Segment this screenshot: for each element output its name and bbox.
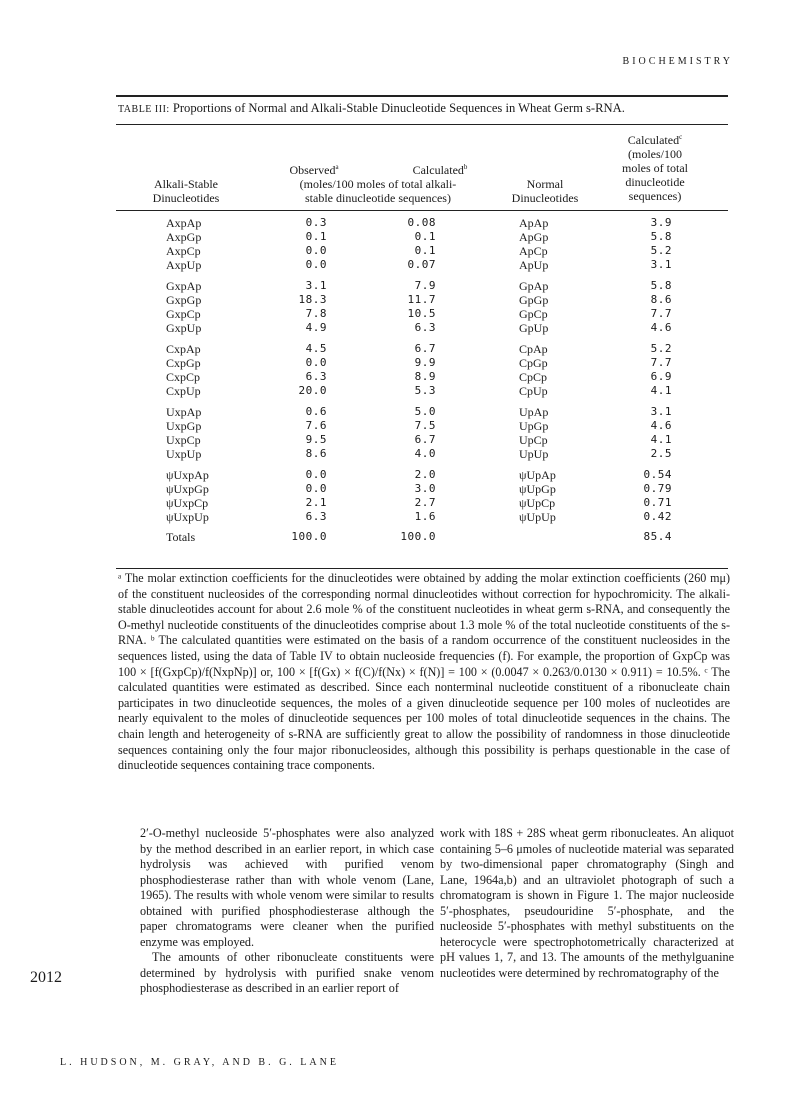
table-cell: 20.0: [298, 384, 327, 397]
footnote-mark-a: a: [335, 163, 339, 171]
table-cell: GpUp: [519, 321, 549, 335]
table-cell: 0.0: [305, 468, 327, 481]
table-cell: 7.7: [650, 307, 672, 320]
table-row: [0, 244, 795, 258]
table-cell: 4.1: [650, 433, 672, 446]
running-head: BIOCHEMISTRY: [622, 56, 733, 67]
table-cell: CpGp: [519, 356, 548, 370]
table-cell: 0.07: [407, 258, 436, 271]
table-cell: 0.42: [643, 510, 672, 523]
table-cell: 0.1: [414, 244, 436, 257]
table-cell: AxpAp: [166, 216, 202, 230]
table-row: [0, 405, 795, 419]
table-cell: 3.1: [305, 279, 327, 292]
table-cell: 0.0: [305, 258, 327, 271]
table-cell: 0.1: [414, 230, 436, 243]
table-cell: 10.5: [407, 307, 436, 320]
table-cell: 5.2: [650, 244, 672, 257]
table-cell: 11.7: [407, 293, 436, 306]
table-cell: 4.6: [650, 321, 672, 334]
table-cell: 0.6: [305, 405, 327, 418]
header-normal-line1: Normal: [526, 177, 564, 191]
table-cell: 8.9: [414, 370, 436, 383]
table-cell: 7.8: [305, 307, 327, 320]
table-cell: GpCp: [519, 307, 548, 321]
table-cell: GxpAp: [166, 279, 202, 293]
header-calc2-line5: sequences): [628, 189, 682, 203]
table-row: [0, 447, 795, 461]
table-cell: CpAp: [519, 342, 548, 356]
table-cell: 2.0: [414, 468, 436, 481]
table-row: [0, 342, 795, 356]
table-cell: ψUpUp: [519, 510, 556, 524]
table-cell: 5.8: [650, 230, 672, 243]
table-cell: 6.9: [650, 370, 672, 383]
running-foot: L. HUDSON, M. GRAY, AND B. G. LANE: [60, 1057, 339, 1068]
table-cell: 7.5: [414, 419, 436, 432]
table-row: [0, 307, 795, 321]
table-cell: 2.7: [414, 496, 436, 509]
header-units-line1: (moles/100 moles of total alkali-: [299, 177, 457, 191]
table-cell: 18.3: [298, 293, 327, 306]
header-alkali-stable: [116, 177, 256, 205]
table-cell: 2.1: [305, 496, 327, 509]
table-cell: GpAp: [519, 279, 549, 293]
page-number: 2012: [30, 969, 62, 986]
table-cell: ψUpGp: [519, 482, 556, 496]
table-row: [0, 293, 795, 307]
table-cell: AxpCp: [166, 244, 201, 258]
footnote-mark-b: b: [463, 163, 468, 171]
table-cell: CxpAp: [166, 342, 201, 356]
table-cell: 0.0: [305, 244, 327, 257]
table-cell: UxpCp: [166, 433, 201, 447]
table-row: [0, 321, 795, 335]
table-cell: 6.7: [414, 433, 436, 446]
table-cell: 4.0: [414, 447, 436, 460]
header-normal-line2: Dinucleotides: [511, 191, 579, 205]
table-cell: 4.1: [650, 384, 672, 397]
table-cell: 6.7: [414, 342, 436, 355]
table-caption-text: Proportions of Normal and Alkali-Stable Dinucleotide Sequences in Wheat Germ s-RNA.: [172, 101, 625, 115]
table-cell: ψUxpUp: [166, 510, 209, 524]
table-row: [0, 216, 795, 230]
table-row: [0, 356, 795, 370]
table-cell: CxpGp: [166, 356, 201, 370]
table-cell: ApUp: [519, 258, 549, 272]
table-cell: GxpUp: [166, 321, 202, 335]
table-row: [0, 468, 795, 482]
table-cell: 0.3: [305, 216, 327, 229]
header-observed: [266, 163, 362, 177]
footnote-mark-c: c: [679, 133, 683, 141]
table-footnote: ᵃ The molar extinction coefficients for the dinucleotides were obtained by adding the molar extinction coefficients (260 mμ) of the constituent nucleosides of the corresponding normal dinucleotides without correction for hypochromicity. The alkali-stable dinucleotides account for about 2.6 mole % of the constituent nucleotides in wheat germ s-RNA, and consequently the O-methyl nucleotide constituents of the dinucleotides comprise about 1.3 mole % of the total nucleotide constituents of the s-RNA. ᵇ The calculated quantities were estimated on the basis of a random occurrence of the constituent nucleosides in the sequences listed, using the data of Table IV to obtain nucleoside frequencies (f). For example, the proportion of GxpCp was 100 × [f(GxpCp)/f(NxpNp)] or, 100 × [f(Gx) × f(C)/f(Nx) × f(N)] = 100 × (0.0047 × 0.263/0.0130 × 0.911) = 10.5%. ᶜ The calculated quantities were estimated as described. Since each nonterminal nucleotide constituent of a ribonucleate chain participates in two dinucleotide sequences, the moles of a given dinucleotide sequence per 100 moles of nucleotides are nearly equivalent to the moles of dinucleotide sequences per 100 moles of total dinucleotide sequences in the chains. The chain length and heterogeneity of s-RNA are sufficiently great to allow the possibility of randomness in those dinucleotide sequences containing only the four major ribonucleosides, although this possibility is perhaps questionable in the case of dinucleotide sequences containing trace components.: [118, 571, 730, 773]
table-row: [0, 384, 795, 398]
table-cell: 0.0: [305, 356, 327, 369]
table-cell: 0.54: [643, 468, 672, 481]
table-row: [0, 370, 795, 384]
table-cell: 0.79: [643, 482, 672, 495]
header-normal: [500, 177, 590, 205]
table-cell: ψUxpAp: [166, 468, 209, 482]
table-cell: 6.3: [305, 370, 327, 383]
table-cell: ApCp: [519, 244, 548, 258]
table-cell: 2.5: [650, 447, 672, 460]
table-cell: 100.0: [291, 530, 327, 543]
body-left-paragraph-1: 2′-O-methyl nucleoside 5′-phosphates were also analyzed by the method described in an earlier report, in which case hydrolysis was achieved with purified venom phosphodiesterase rather than with whole venom (Lane, 1965). The results with whole venom were similar to results obtained with purified phosphodiesterase although the paper chromatograms were cleaner when the purified enzyme was employed.: [140, 826, 434, 949]
table-cell: 4.5: [305, 342, 327, 355]
table-cell: 5.0: [414, 405, 436, 418]
table-cell: ApGp: [519, 230, 549, 244]
header-alkali-line2: Dinucleotides: [152, 191, 220, 205]
table-row: [0, 433, 795, 447]
table-cell: 4.9: [305, 321, 327, 334]
header-observed-calculated-units: [258, 177, 498, 205]
table-header-rule: [116, 210, 728, 211]
header-calculated-total: [600, 133, 710, 203]
table-cell: ψUxpGp: [166, 482, 209, 496]
table-cell: 0.0: [305, 482, 327, 495]
header-observed-text: Observed: [289, 163, 336, 177]
header-alkali-line1: Alkali-Stable: [154, 177, 218, 191]
table-cell: 5.8: [650, 279, 672, 292]
table-cell: 3.1: [650, 405, 672, 418]
header-calc2-line3: moles of total: [622, 161, 688, 175]
table-cell: 6.3: [414, 321, 436, 334]
table-cell: UpGp: [519, 419, 549, 433]
table-cell: UxpUp: [166, 447, 202, 461]
body-right-paragraph-1: work with 18S + 28S wheat germ ribonucleates. An aliquot containing 5–6 μmoles of nucleotide material was separated by two-dimensional paper chromatography (Singh and Lane, 1964a,b) and an ultraviolet photograph of such a chromatogram is shown in Figure 1. The major nucleoside 5′-phosphates, pseudouridine 5′-phosphate, and the nucleoside 5′-phosphates with methyl substituents on the heterocycle were spectrophotometrically characterized at pH values 1, 7, and 13. The amounts of the methylguanine nucleotides were determined by rechromatography of the: [440, 826, 734, 980]
table-cell: 0.1: [305, 230, 327, 243]
table-row: [0, 482, 795, 496]
table-cell: GpGp: [519, 293, 549, 307]
table-cell: 85.4: [643, 530, 672, 543]
table-cell: 5.2: [650, 342, 672, 355]
table-row: [0, 258, 795, 272]
table-row: [0, 496, 795, 510]
table-cell: 0.08: [407, 216, 436, 229]
table-cell: UpCp: [519, 433, 548, 447]
header-calculated-text: Calculated: [412, 163, 464, 177]
table-cell: 9.5: [305, 433, 327, 446]
table-cell: 0.71: [643, 496, 672, 509]
table-row: [0, 279, 795, 293]
table-row: [0, 230, 795, 244]
table-cell: GxpCp: [166, 307, 201, 321]
table-bottom-rule: [116, 568, 728, 569]
table-cell: ψUpAp: [519, 468, 556, 482]
table-cell: 7.6: [305, 419, 327, 432]
table-cell: 1.6: [414, 510, 436, 523]
table-cell: 3.9: [650, 216, 672, 229]
table-cell: UpAp: [519, 405, 549, 419]
table-cell: 5.3: [414, 384, 436, 397]
header-calc2-line2: (moles/100: [628, 147, 682, 161]
table-cell: UxpGp: [166, 419, 202, 433]
table-cell: 8.6: [650, 293, 672, 306]
table-cell: 8.6: [305, 447, 327, 460]
table-cell: ψUpCp: [519, 496, 556, 510]
table-cell: ψUxpCp: [166, 496, 209, 510]
table-cell: 6.3: [305, 510, 327, 523]
table-cell: 4.6: [650, 419, 672, 432]
body-column-left: [140, 826, 434, 997]
table-cell: CxpUp: [166, 384, 201, 398]
table-cell: UpUp: [519, 447, 549, 461]
table-cell: Totals: [166, 530, 196, 544]
table-row: [0, 530, 795, 544]
header-calc2-line4: dinucleotide: [625, 175, 685, 189]
table-cell: CpUp: [519, 384, 548, 398]
table-cell: GxpGp: [166, 293, 202, 307]
table-cell: 100.0: [400, 530, 436, 543]
table-cell: ApAp: [519, 216, 549, 230]
table-cell: 7.7: [650, 356, 672, 369]
table-cell: AxpGp: [166, 230, 202, 244]
header-calc2-line1: Calculated: [627, 133, 680, 147]
table-cell: CpCp: [519, 370, 548, 384]
table-cell: UxpAp: [166, 405, 202, 419]
body-column-right: [440, 826, 734, 981]
table-row: [0, 510, 795, 524]
table-label: TABLE III:: [118, 104, 170, 115]
table-caption-rule: [116, 124, 728, 125]
table-top-rule: [116, 95, 728, 97]
table-cell: 3.0: [414, 482, 436, 495]
header-calculated: [400, 163, 480, 177]
body-left-paragraph-2: The amounts of other ribonucleate constituents were determined by hydrolysis with purified snake venom phosphodiesterase as described in an earlier report of: [140, 950, 434, 995]
header-units-line2: stable dinucleotide sequences): [305, 191, 451, 205]
table-cell: CxpCp: [166, 370, 201, 384]
table-cell: 9.9: [414, 356, 436, 369]
table-caption: [118, 100, 728, 118]
table-cell: AxpUp: [166, 258, 202, 272]
table-cell: 7.9: [414, 279, 436, 292]
table-cell: 3.1: [650, 258, 672, 271]
table-row: [0, 419, 795, 433]
